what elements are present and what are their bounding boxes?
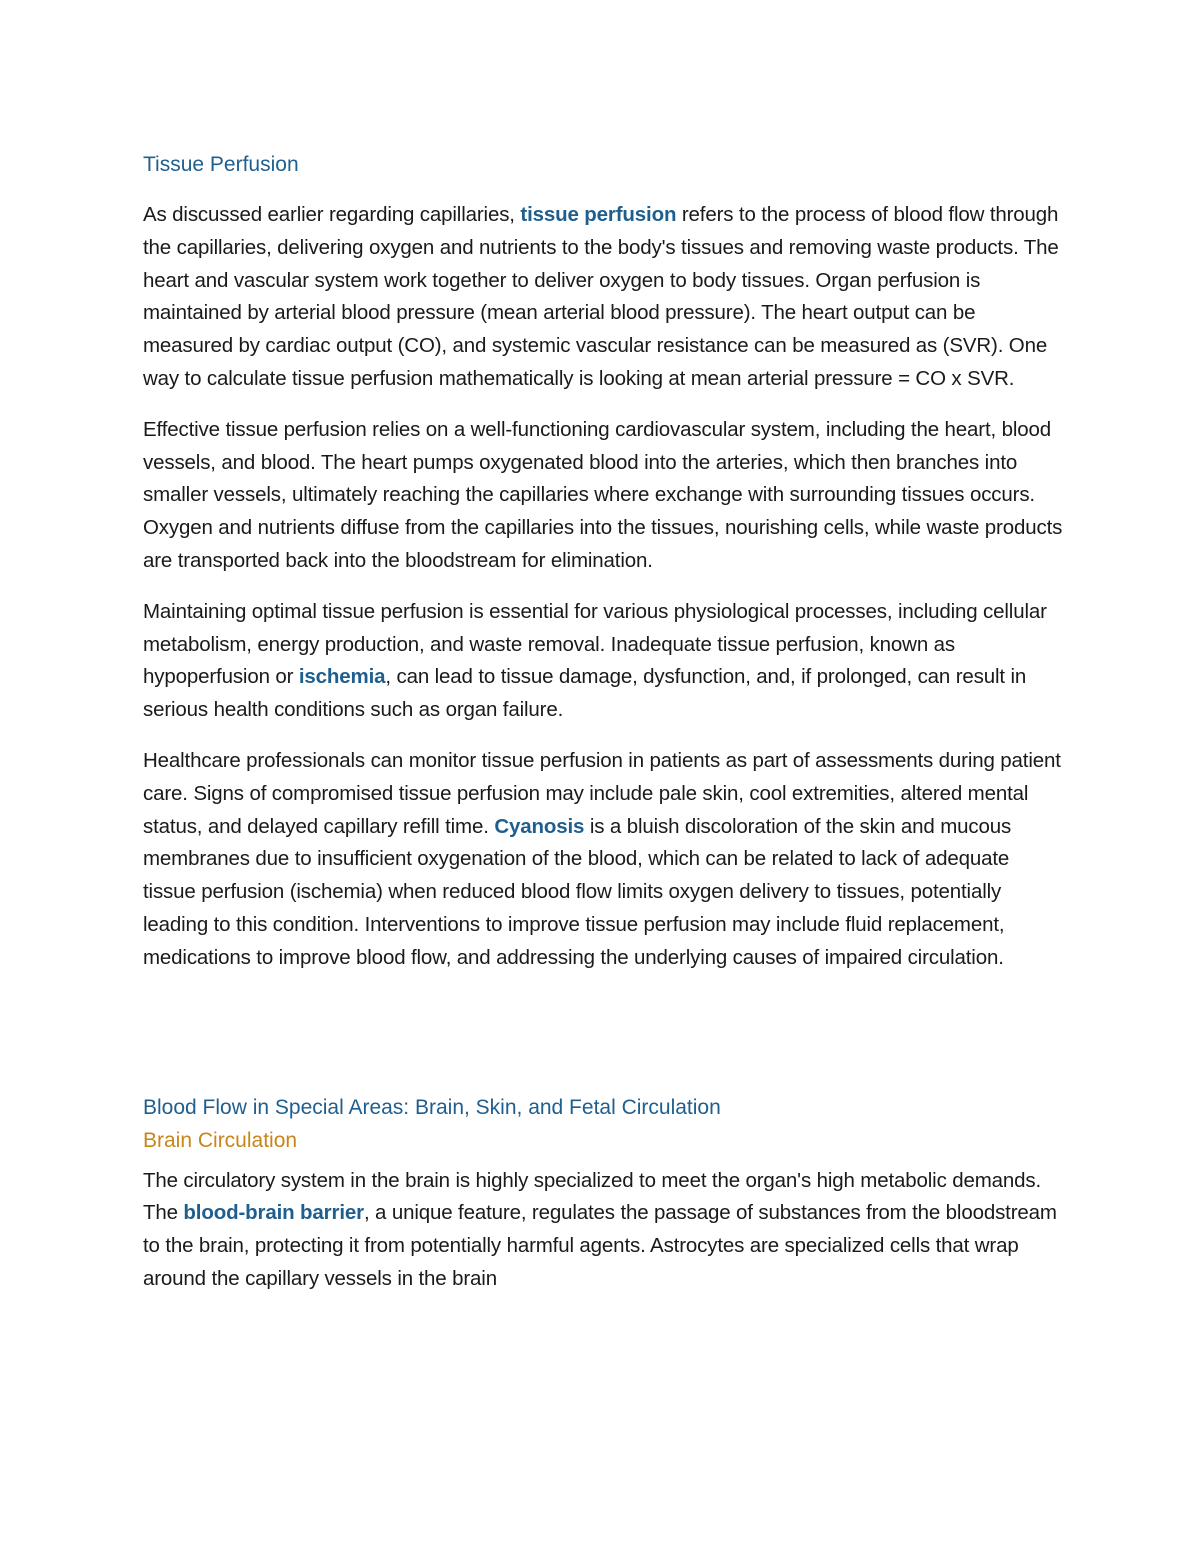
term-tissue-perfusion: tissue perfusion bbox=[520, 203, 677, 226]
paragraph-monitoring-perfusion bbox=[143, 745, 1063, 975]
paragraph-effective-perfusion: Effective tissue perfusion relies on a well-functioning cardiovascular system, including the heart, blood vessels, and blood. The heart pumps oxygenated blood into the arteries, which then branches into smaller vessels, ultimately reaching the capillaries where exchange with surrounding tissues occurs. Oxygen and nutrients diffuse from the capillaries into the tissues, nourishing cells, while waste products are transported back into the bloodstream for elimination. bbox=[143, 417, 1063, 572]
document-content bbox=[143, 148, 1063, 1314]
section-title-tissue-perfusion: Tissue Perfusion bbox=[143, 153, 299, 176]
paragraph-optimal-perfusion bbox=[143, 596, 1063, 727]
term-cyanosis: Cyanosis bbox=[494, 814, 585, 838]
paragraph-text: Healthcare professionals can monitor tissue perfusion in patients as part of assessments during patient care. Signs of compromised tissue perfusion may include pale skin, cool extremities, altered mental status, and delayed capillary refill time. bbox=[143, 748, 1061, 838]
paragraph-tissue-perfusion-definition bbox=[143, 199, 1063, 396]
paragraph-brain-circulation bbox=[143, 1165, 1063, 1296]
term-blood-brain-barrier: blood-brain barrier bbox=[183, 1201, 364, 1225]
spacer bbox=[143, 1157, 1063, 1165]
paragraph-text: The circulatory system in the brain is highly specialized to meet the organ's high metabolic demands. The bbox=[143, 1168, 1042, 1225]
paragraph-text: Maintaining optimal tissue perfusion is essential for various physiological processes, including cellular metabolism, energy production, and waste removal. Inadequate tissue perfusion, known as hypoperfusion or bbox=[143, 599, 1047, 689]
term-ischemia: ischemia bbox=[298, 665, 386, 689]
section-title-special-areas: Blood Flow in Special Areas: Brain, Skin, and Fetal Circulation bbox=[143, 1095, 721, 1119]
paragraph-text: , a unique feature, regulates the passage of substances from the bloodstream to the brain, protecting it from potentially harmful agents. Astrocytes are specialized cells that wrap around the capillary vessels in the brain bbox=[143, 1201, 1057, 1290]
spacer bbox=[143, 181, 1063, 199]
spacer bbox=[143, 993, 1063, 1091]
paragraph-text: refers to the process of blood flow through the capillaries, delivering oxygen and nutrients to the body's tissues and removing waste products. The heart and vascular system work together to deliver oxygen to body tissues. Organ perfusion is maintained by arterial blood pressure (mean arterial blood pressure). The heart output can be measured by cardiac output (CO), and systemic vascular resistance can be measured as (SVR). One way to calculate tissue perfusion mathematically is looking at mean arterial pressure = CO x SVR. bbox=[143, 203, 1059, 390]
paragraph-text: , can lead to tissue damage, dysfunction, and, if prolonged, can result in serious health conditions such as organ failure. bbox=[143, 665, 1027, 722]
paragraph-text: As discussed earlier regarding capillaries, bbox=[143, 203, 521, 226]
subsection-title-brain-circulation: Brain Circulation bbox=[143, 1128, 298, 1152]
paragraph-text: is a bluish discoloration of the skin and mucous membranes due to insufficient oxygenation of the blood, which can be related to lack of adequate tissue perfusion (ischemia) when reduced blood flow limits oxygen delivery to tissues, potentially leading to this condition. Interventions to improve tissue perfusion may include fluid replacement, medications to improve blood flow, and addressing the underlying causes of impaired circulation. bbox=[143, 814, 1012, 969]
